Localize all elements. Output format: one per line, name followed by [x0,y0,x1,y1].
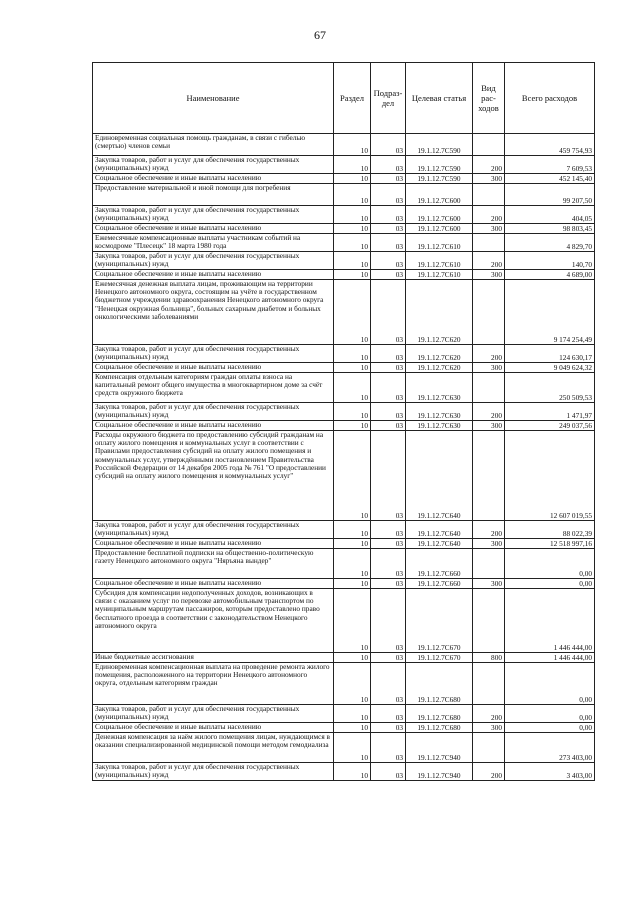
cell-type: 200 [473,252,505,270]
cell-target: 19.1.12.7С640 [406,431,473,521]
cell-subsection: 03 [371,723,406,733]
cell-section: 10 [334,134,371,156]
cell-subsection: 03 [371,373,406,403]
cell-total: 4 689,00 [505,270,595,280]
cell-name: Предоставление бесплатной подписки на общественно-политическую газету Ненецкого автономного округа "Няръяна вындер" [93,549,334,579]
cell-total: 0,00 [505,723,595,733]
cell-section: 10 [334,270,371,280]
cell-subsection: 03 [371,549,406,579]
table-row [93,663,595,705]
cell-section: 10 [334,174,371,184]
cell-subsection: 03 [371,589,406,653]
cell-name: Закупка товаров, работ и услуг для обеспечения государственных (муниципальных) нужд [93,156,334,174]
cell-subsection: 03 [371,421,406,431]
cell-target: 19.1.12.7С640 [406,521,473,539]
cell-section: 10 [334,589,371,653]
cell-subsection: 03 [371,156,406,174]
cell-type: 300 [473,421,505,431]
table-row [93,363,595,373]
cell-target: 19.1.12.7С630 [406,403,473,421]
table-row [93,653,595,663]
cell-type: 300 [473,579,505,589]
cell-section: 10 [334,373,371,403]
cell-name: Закупка товаров, работ и услуг для обеспечения государственных (муниципальных) нужд [93,206,334,224]
cell-target: 19.1.12.7С590 [406,174,473,184]
table-body [93,134,595,781]
cell-name: Единовременная социальная помощь гражданам, в связи с гибелью (смертью) членов семьи [93,134,334,156]
table-row [93,733,595,763]
cell-subsection: 03 [371,234,406,252]
cell-section: 10 [334,723,371,733]
cell-total: 4 829,70 [505,234,595,252]
table-row [93,174,595,184]
cell-section: 10 [334,579,371,589]
cell-type [473,733,505,763]
cell-subsection: 03 [371,521,406,539]
cell-section: 10 [334,363,371,373]
table-row [93,579,595,589]
cell-name: Социальное обеспечение и иные выплаты населению [93,579,334,589]
cell-total: 250 509,53 [505,373,595,403]
cell-total: 88 022,39 [505,521,595,539]
cell-name: Закупка товаров, работ и услуг для обеспечения государственных (муниципальных) нужд [93,763,334,781]
cell-type [473,589,505,653]
table-row [93,421,595,431]
table-row [93,373,595,403]
cell-total: 452 145,40 [505,174,595,184]
cell-total: 98 803,45 [505,224,595,234]
cell-section: 10 [334,653,371,663]
cell-type: 300 [473,539,505,549]
table-row [93,184,595,206]
cell-name: Субсидия для компенсации недополученных доходов, возникающих в связи с оказанием услуг по перевозке автомобильным транспортом по муниципальным маршрутам пассажиров, которым предоставлено право бесплатного проезда в соответствии с законодательством Ненецкого автономного округа [93,589,334,653]
cell-target: 19.1.12.7С620 [406,363,473,373]
cell-name: Денежная компенсация за наём жилого помещения лицам, нуждающимся в оказании специализированной медицинской помощи методом гемодиализа [93,733,334,763]
cell-type [473,234,505,252]
cell-target: 19.1.12.7С940 [406,763,473,781]
cell-target: 19.1.12.7С600 [406,184,473,206]
cell-total: 0,00 [505,549,595,579]
cell-subsection: 03 [371,224,406,234]
table-row [93,206,595,224]
table-row [93,345,595,363]
header-target: Целевая статья [406,63,473,134]
cell-type: 300 [473,363,505,373]
header-subsection: Подраз-дел [371,63,406,134]
table-row [93,549,595,579]
cell-total: 99 207,50 [505,184,595,206]
cell-total: 9 049 624,32 [505,363,595,373]
cell-section: 10 [334,763,371,781]
cell-subsection: 03 [371,270,406,280]
cell-type [473,373,505,403]
cell-name: Закупка товаров, работ и услуг для обеспечения государственных (муниципальных) нужд [93,252,334,270]
cell-section: 10 [334,345,371,363]
cell-name: Закупка товаров, работ и услуг для обеспечения государственных (муниципальных) нужд [93,705,334,723]
table-row [93,224,595,234]
cell-type [473,134,505,156]
table-row [93,252,595,270]
cell-type: 300 [473,270,505,280]
cell-name: Социальное обеспечение и иные выплаты населению [93,421,334,431]
cell-target: 19.1.12.7С590 [406,156,473,174]
cell-subsection: 03 [371,705,406,723]
cell-type: 200 [473,156,505,174]
cell-name: Ежемесячная денежная выплата лицам, проживающим на территории Ненецкого автономного округа, состоящим на учёте в государственном бюджетном учреждении здравоохранения Ненецкого автономного округа "Ненецкая окружная больница", больных сахарным диабетом и больных онкологическими заболеваниями [93,280,334,345]
cell-name: Закупка товаров, работ и услуг для обеспечения государственных (муниципальных) нужд [93,403,334,421]
header-type: Вид рас-ходов [473,63,505,134]
cell-type: 200 [473,206,505,224]
cell-total: 3 403,00 [505,763,595,781]
cell-subsection: 03 [371,539,406,549]
cell-section: 10 [334,421,371,431]
cell-type: 200 [473,345,505,363]
cell-subsection: 03 [371,403,406,421]
cell-name: Социальное обеспечение и иные выплаты населению [93,363,334,373]
table-row [93,234,595,252]
cell-section: 10 [334,280,371,345]
cell-type [473,280,505,345]
cell-section: 10 [334,549,371,579]
cell-total: 7 609,53 [505,156,595,174]
cell-total: 0,00 [505,663,595,705]
cell-section: 10 [334,156,371,174]
cell-name: Социальное обеспечение и иные выплаты населению [93,270,334,280]
cell-type: 300 [473,174,505,184]
cell-target: 19.1.12.7С670 [406,589,473,653]
table-row [93,431,595,521]
cell-type: 300 [473,224,505,234]
cell-name: Социальное обеспечение и иные выплаты населению [93,174,334,184]
cell-total: 1 471,97 [505,403,595,421]
table-row [93,539,595,549]
cell-total: 140,70 [505,252,595,270]
table-header-row [93,63,595,134]
cell-subsection: 03 [371,763,406,781]
cell-name: Иные бюджетные ассигнования [93,653,334,663]
table-row [93,270,595,280]
cell-subsection: 03 [371,345,406,363]
cell-target: 19.1.12.7С610 [406,270,473,280]
cell-subsection: 03 [371,184,406,206]
cell-target: 19.1.12.7С620 [406,280,473,345]
cell-name: Социальное обеспечение и иные выплаты населению [93,224,334,234]
cell-subsection: 03 [371,653,406,663]
cell-target: 19.1.12.7С630 [406,373,473,403]
cell-total: 1 446 444,00 [505,589,595,653]
cell-name: Социальное обеспечение и иные выплаты населению [93,539,334,549]
cell-type: 200 [473,403,505,421]
cell-subsection: 03 [371,363,406,373]
cell-type: 200 [473,521,505,539]
cell-name: Ежемесячные компенсационные выплаты участникам событий на космодроме "Плесецк" 18 марта 1980 года [93,234,334,252]
cell-target: 19.1.12.7С610 [406,234,473,252]
cell-total: 12 518 997,16 [505,539,595,549]
cell-total: 459 754,93 [505,134,595,156]
cell-name: Предоставление материальной и иной помощи для погребения [93,184,334,206]
cell-subsection: 03 [371,174,406,184]
cell-target: 19.1.12.7С660 [406,579,473,589]
header-section: Раздел [334,63,371,134]
table-row [93,280,595,345]
table-row [93,156,595,174]
table-row [93,134,595,156]
cell-type [473,663,505,705]
cell-total: 273 403,00 [505,733,595,763]
cell-subsection: 03 [371,663,406,705]
table-row [93,723,595,733]
cell-type: 300 [473,723,505,733]
cell-type [473,431,505,521]
cell-target: 19.1.12.7С590 [406,134,473,156]
cell-section: 10 [334,252,371,270]
cell-subsection: 03 [371,579,406,589]
cell-total: 12 607 019,55 [505,431,595,521]
cell-type [473,549,505,579]
cell-section: 10 [334,663,371,705]
cell-subsection: 03 [371,280,406,345]
table-row [93,705,595,723]
cell-section: 10 [334,206,371,224]
cell-section: 10 [334,431,371,521]
page-number: 67 [314,28,326,42]
cell-target: 19.1.12.7С670 [406,653,473,663]
cell-section: 10 [334,521,371,539]
cell-target: 19.1.12.7С640 [406,539,473,549]
cell-section: 10 [334,403,371,421]
cell-total: 249 037,56 [505,421,595,431]
cell-target: 19.1.12.7С610 [406,252,473,270]
cell-target: 19.1.12.7С940 [406,733,473,763]
cell-name: Компенсация отдельным категориям граждан оплаты взноса на капитальный ремонт общего имущества в многоквартирном доме за счёт средств окружного бюджета [93,373,334,403]
cell-type: 200 [473,763,505,781]
budget-table [92,62,595,781]
cell-target: 19.1.12.7С630 [406,421,473,431]
cell-target: 19.1.12.7С680 [406,663,473,705]
cell-total: 0,00 [505,705,595,723]
cell-subsection: 03 [371,733,406,763]
cell-section: 10 [334,705,371,723]
header-total: Всего расходов [505,63,595,134]
cell-section: 10 [334,539,371,549]
table-row [93,763,595,781]
cell-section: 10 [334,234,371,252]
cell-section: 10 [334,184,371,206]
header-name: Наименование [93,63,334,134]
cell-name: Закупка товаров, работ и услуг для обеспечения государственных (муниципальных) нужд [93,345,334,363]
cell-target: 19.1.12.7С680 [406,705,473,723]
cell-total: 124 630,17 [505,345,595,363]
cell-total: 0,00 [505,579,595,589]
cell-name: Единовременная компенсационная выплата на проведение ремонта жилого помещения, расположенного на территории Ненецкого автономного округа, отдельным категориям граждан [93,663,334,705]
cell-type: 200 [473,705,505,723]
cell-name: Закупка товаров, работ и услуг для обеспечения государственных (муниципальных) нужд [93,521,334,539]
cell-subsection: 03 [371,134,406,156]
cell-target: 19.1.12.7С660 [406,549,473,579]
cell-target: 19.1.12.7С620 [406,345,473,363]
cell-subsection: 03 [371,431,406,521]
cell-total: 9 174 254,49 [505,280,595,345]
cell-name: Расходы окружного бюджета по предоставлению субсидий гражданам на оплату жилого помещения и коммунальных услуг в соответствии с Правилами предоставления субсидий на оплату жилого помещения и коммунальных услуг, утверждёнными постановлением Правительства Российской Федерации от 14 декабря 2005 года № 761 "О предоставлении субсидий на оплату жилого помещения и коммунальных услуг" [93,431,334,521]
table-row [93,589,595,653]
cell-total: 1 446 444,00 [505,653,595,663]
cell-total: 404,05 [505,206,595,224]
cell-target: 19.1.12.7С600 [406,224,473,234]
cell-type [473,184,505,206]
cell-section: 10 [334,224,371,234]
cell-type: 800 [473,653,505,663]
cell-subsection: 03 [371,252,406,270]
table-row [93,521,595,539]
cell-target: 19.1.12.7С680 [406,723,473,733]
table-row [93,403,595,421]
cell-name: Социальное обеспечение и иные выплаты населению [93,723,334,733]
cell-section: 10 [334,733,371,763]
cell-target: 19.1.12.7С600 [406,206,473,224]
cell-subsection: 03 [371,206,406,224]
